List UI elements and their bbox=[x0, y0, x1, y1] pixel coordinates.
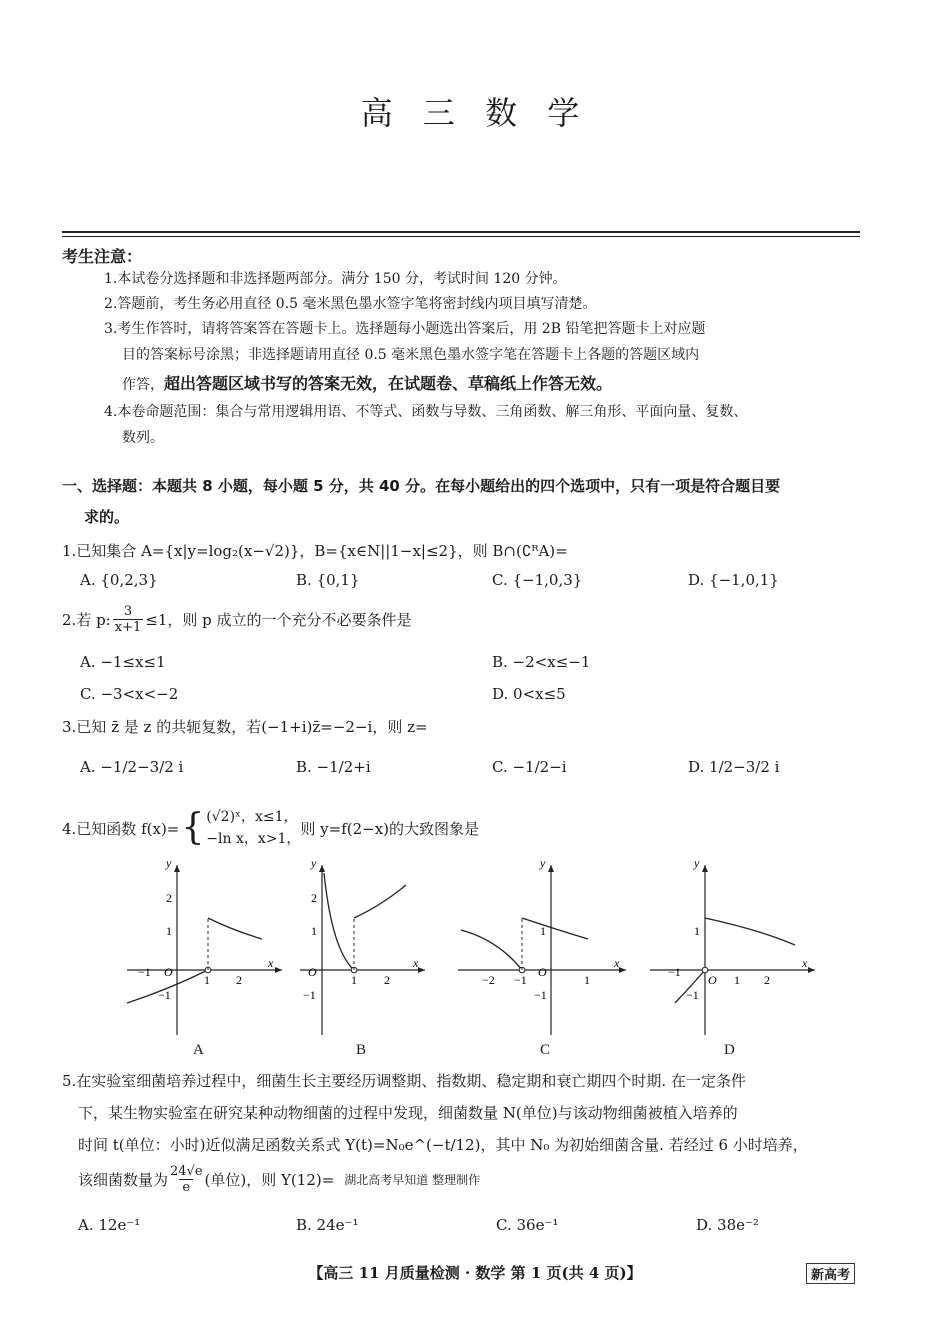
svg-text:1: 1 bbox=[734, 973, 740, 987]
q4-brace: { bbox=[181, 807, 205, 848]
svg-text:x: x bbox=[802, 956, 808, 970]
svg-text:−1: −1 bbox=[514, 973, 527, 987]
q3-option-b: B. −1/2+i bbox=[296, 758, 371, 776]
section-heading-line2: 求的。 bbox=[84, 508, 130, 526]
svg-text:1: 1 bbox=[204, 973, 210, 987]
q1-option-c: C. {−1,0,3} bbox=[492, 571, 583, 589]
svg-text:1: 1 bbox=[166, 924, 172, 938]
q5-line-2: 下，某生物实验室在研究某种动物细菌的过程中发现，细菌数量 N(单位)与该动物细菌被植入培养的 bbox=[78, 1104, 738, 1122]
q4-cases bbox=[206, 806, 300, 850]
q5-line-1: 5.在实验室细菌培养过程中，细菌生长主要经历调整期、指数期、稳定期和衰亡期四个时期. 在一定条件 bbox=[62, 1072, 746, 1090]
svg-text:1: 1 bbox=[311, 924, 317, 938]
q2-option-d: D. 0<x≤5 bbox=[492, 685, 566, 703]
q2-stem-prefix: 2.若 p: bbox=[62, 611, 111, 629]
svg-text:y: y bbox=[311, 856, 317, 870]
q5-option-c: C. 36e⁻¹ bbox=[496, 1216, 559, 1234]
q5-line-4 bbox=[78, 1164, 480, 1195]
section-heading-line1: 一、选择题：本题共 8 小题，每小题 5 分，共 40 分。在每小题给出的四个选项中，只有一项是符合题目要 bbox=[62, 477, 781, 495]
svg-text:−1: −1 bbox=[668, 965, 681, 979]
q4-graph-a bbox=[122, 855, 292, 1040]
q4-stem bbox=[62, 806, 479, 850]
q2-frac-denominator: x+1 bbox=[114, 620, 142, 635]
svg-text:−1: −1 bbox=[158, 988, 171, 1002]
header-rule-thick bbox=[62, 231, 860, 233]
svg-text:−1: −1 bbox=[303, 988, 316, 1002]
q4-graph-a-label: A bbox=[193, 1042, 204, 1058]
svg-text:y: y bbox=[694, 856, 700, 870]
q5-watermark-text: 湖北高考早知道 整理制作 bbox=[344, 1173, 481, 1187]
q2-stem-suffix: ≤1，则 p 成立的一个充分不必要条件是 bbox=[145, 611, 412, 629]
svg-text:O: O bbox=[708, 973, 717, 987]
header-rule-thin bbox=[62, 236, 860, 237]
svg-text:1: 1 bbox=[694, 924, 700, 938]
svg-text:2: 2 bbox=[384, 973, 390, 987]
q2-frac-numerator: 3 bbox=[123, 604, 133, 619]
q2-option-c: C. −3<x<−2 bbox=[80, 685, 179, 703]
notice-item-3: 3.考生作答时，请将答案答在答题卡上。选择题每小题选出答案后，用 2B 铅笔把答题卡上对应题 bbox=[104, 321, 706, 337]
q3-option-a: A. −1/2−3/2 i bbox=[80, 758, 184, 776]
q5-option-d: D. 38e⁻² bbox=[696, 1216, 759, 1234]
svg-text:−1: −1 bbox=[138, 965, 151, 979]
q4-graph-d bbox=[650, 855, 820, 1040]
page-title: 高 三 数 学 bbox=[360, 94, 590, 132]
notice-item-1: 1.本试卷分选择题和非选择题两部分。满分 150 分，考试时间 120 分钟。 bbox=[104, 271, 567, 287]
q5-line4-prefix: 该细菌数量为 bbox=[78, 1171, 169, 1189]
q4-graph-d-label: D bbox=[724, 1042, 735, 1058]
svg-text:2: 2 bbox=[311, 891, 317, 905]
q4-graph-c bbox=[458, 855, 633, 1040]
notice-item-4-cont: 数列。 bbox=[122, 430, 164, 446]
svg-text:2: 2 bbox=[764, 973, 770, 987]
q5-option-a: A. 12e⁻¹ bbox=[78, 1216, 141, 1234]
q3-stem: 3.已知 z̄ 是 z 的共轭复数，若(−1+i)z̄=−2−i，则 z= bbox=[62, 718, 428, 736]
svg-text:O: O bbox=[164, 965, 173, 979]
q4-stem-suffix: 则 y=f(2−x)的大致图象是 bbox=[300, 819, 480, 838]
q2-option-b: B. −2<x≤−1 bbox=[492, 653, 591, 671]
q2-option-a: A. −1≤x≤1 bbox=[80, 653, 166, 671]
notice-heading: 考生注意： bbox=[62, 247, 143, 266]
svg-text:O: O bbox=[308, 965, 317, 979]
svg-text:y: y bbox=[540, 856, 546, 870]
svg-text:2: 2 bbox=[236, 973, 242, 987]
svg-text:x: x bbox=[413, 956, 419, 970]
q3-option-d: D. 1/2−3/2 i bbox=[688, 758, 780, 776]
notice-item-3-prefix: 作答， bbox=[122, 377, 164, 393]
q1-option-b: B. {0,1} bbox=[296, 571, 360, 589]
q5-fraction bbox=[170, 1164, 203, 1195]
q3-option-c: C. −1/2−i bbox=[492, 758, 567, 776]
q1-option-a: A. {0,2,3} bbox=[80, 571, 158, 589]
svg-text:x: x bbox=[614, 956, 620, 970]
q4-graph-b-label: B bbox=[356, 1042, 367, 1058]
q1-option-d: D. {−1,0,1} bbox=[688, 571, 779, 589]
q5-line-3: 时间 t(单位：小时)近似满足函数关系式 Y(t)=N₀e^(−t/12)，其中 N₀ 为初始细菌含量. 若经过 6 小时培养， bbox=[78, 1136, 808, 1154]
q4-graph-c-label: C bbox=[540, 1042, 551, 1058]
svg-text:1: 1 bbox=[584, 973, 590, 987]
svg-text:2: 2 bbox=[166, 891, 172, 905]
svg-text:1: 1 bbox=[540, 924, 546, 938]
q5-frac-denominator: e bbox=[179, 1179, 193, 1195]
q2-stem bbox=[62, 604, 412, 635]
q4-stem-prefix: 4.已知函数 f(x)= bbox=[62, 819, 180, 838]
q2-fraction bbox=[113, 604, 144, 635]
q4-case-2: −ln x，x>1， bbox=[206, 831, 301, 847]
svg-text:y: y bbox=[166, 856, 172, 870]
svg-text:1: 1 bbox=[351, 973, 357, 987]
svg-text:−1: −1 bbox=[534, 988, 547, 1002]
q5-frac-numerator: 24√e bbox=[170, 1164, 203, 1179]
q4-case-1: (√2)ˣ，x≤1， bbox=[206, 809, 298, 825]
notice-item-4: 4.本卷命题范围：集合与常用逻辑用语、不等式、函数与导数、三角函数、解三角形、平面向量、复数、 bbox=[104, 404, 748, 420]
page-footer: 【高三 11 月质量检测 · 数学 第 1 页(共 4 页)】 bbox=[308, 1264, 642, 1282]
notice-item-3-end bbox=[122, 371, 612, 394]
svg-text:x: x bbox=[268, 956, 274, 970]
xingaokao-stamp: 新高考 bbox=[806, 1263, 855, 1284]
q1-stem: 1.已知集合 A={x|y=log₂(x−√2)}，B={x∈N||1−x|≤2}，则 B∩(∁ᴿA)= bbox=[62, 542, 568, 560]
svg-text:O: O bbox=[538, 965, 547, 979]
notice-bold-warning: 超出答题区域书写的答案无效，在试题卷、草稿纸上作答无效。 bbox=[164, 374, 613, 393]
notice-item-3-cont: 目的答案标号涂黑；非选择题请用直径 0.5 毫米黑色墨水签字笔在答题卡上各题的答题区域内 bbox=[122, 347, 700, 363]
svg-text:−2: −2 bbox=[482, 973, 495, 987]
q5-option-b: B. 24e⁻¹ bbox=[296, 1216, 359, 1234]
q5-line4-suffix: (单位)，则 Y(12)= bbox=[204, 1171, 335, 1189]
notice-item-2: 2.答题前，考生务必用直径 0.5 毫米黑色墨水签字笔将密封线内项目填写清楚。 bbox=[104, 296, 597, 312]
svg-text:−1: −1 bbox=[686, 988, 699, 1002]
q4-graph-b bbox=[300, 855, 430, 1040]
